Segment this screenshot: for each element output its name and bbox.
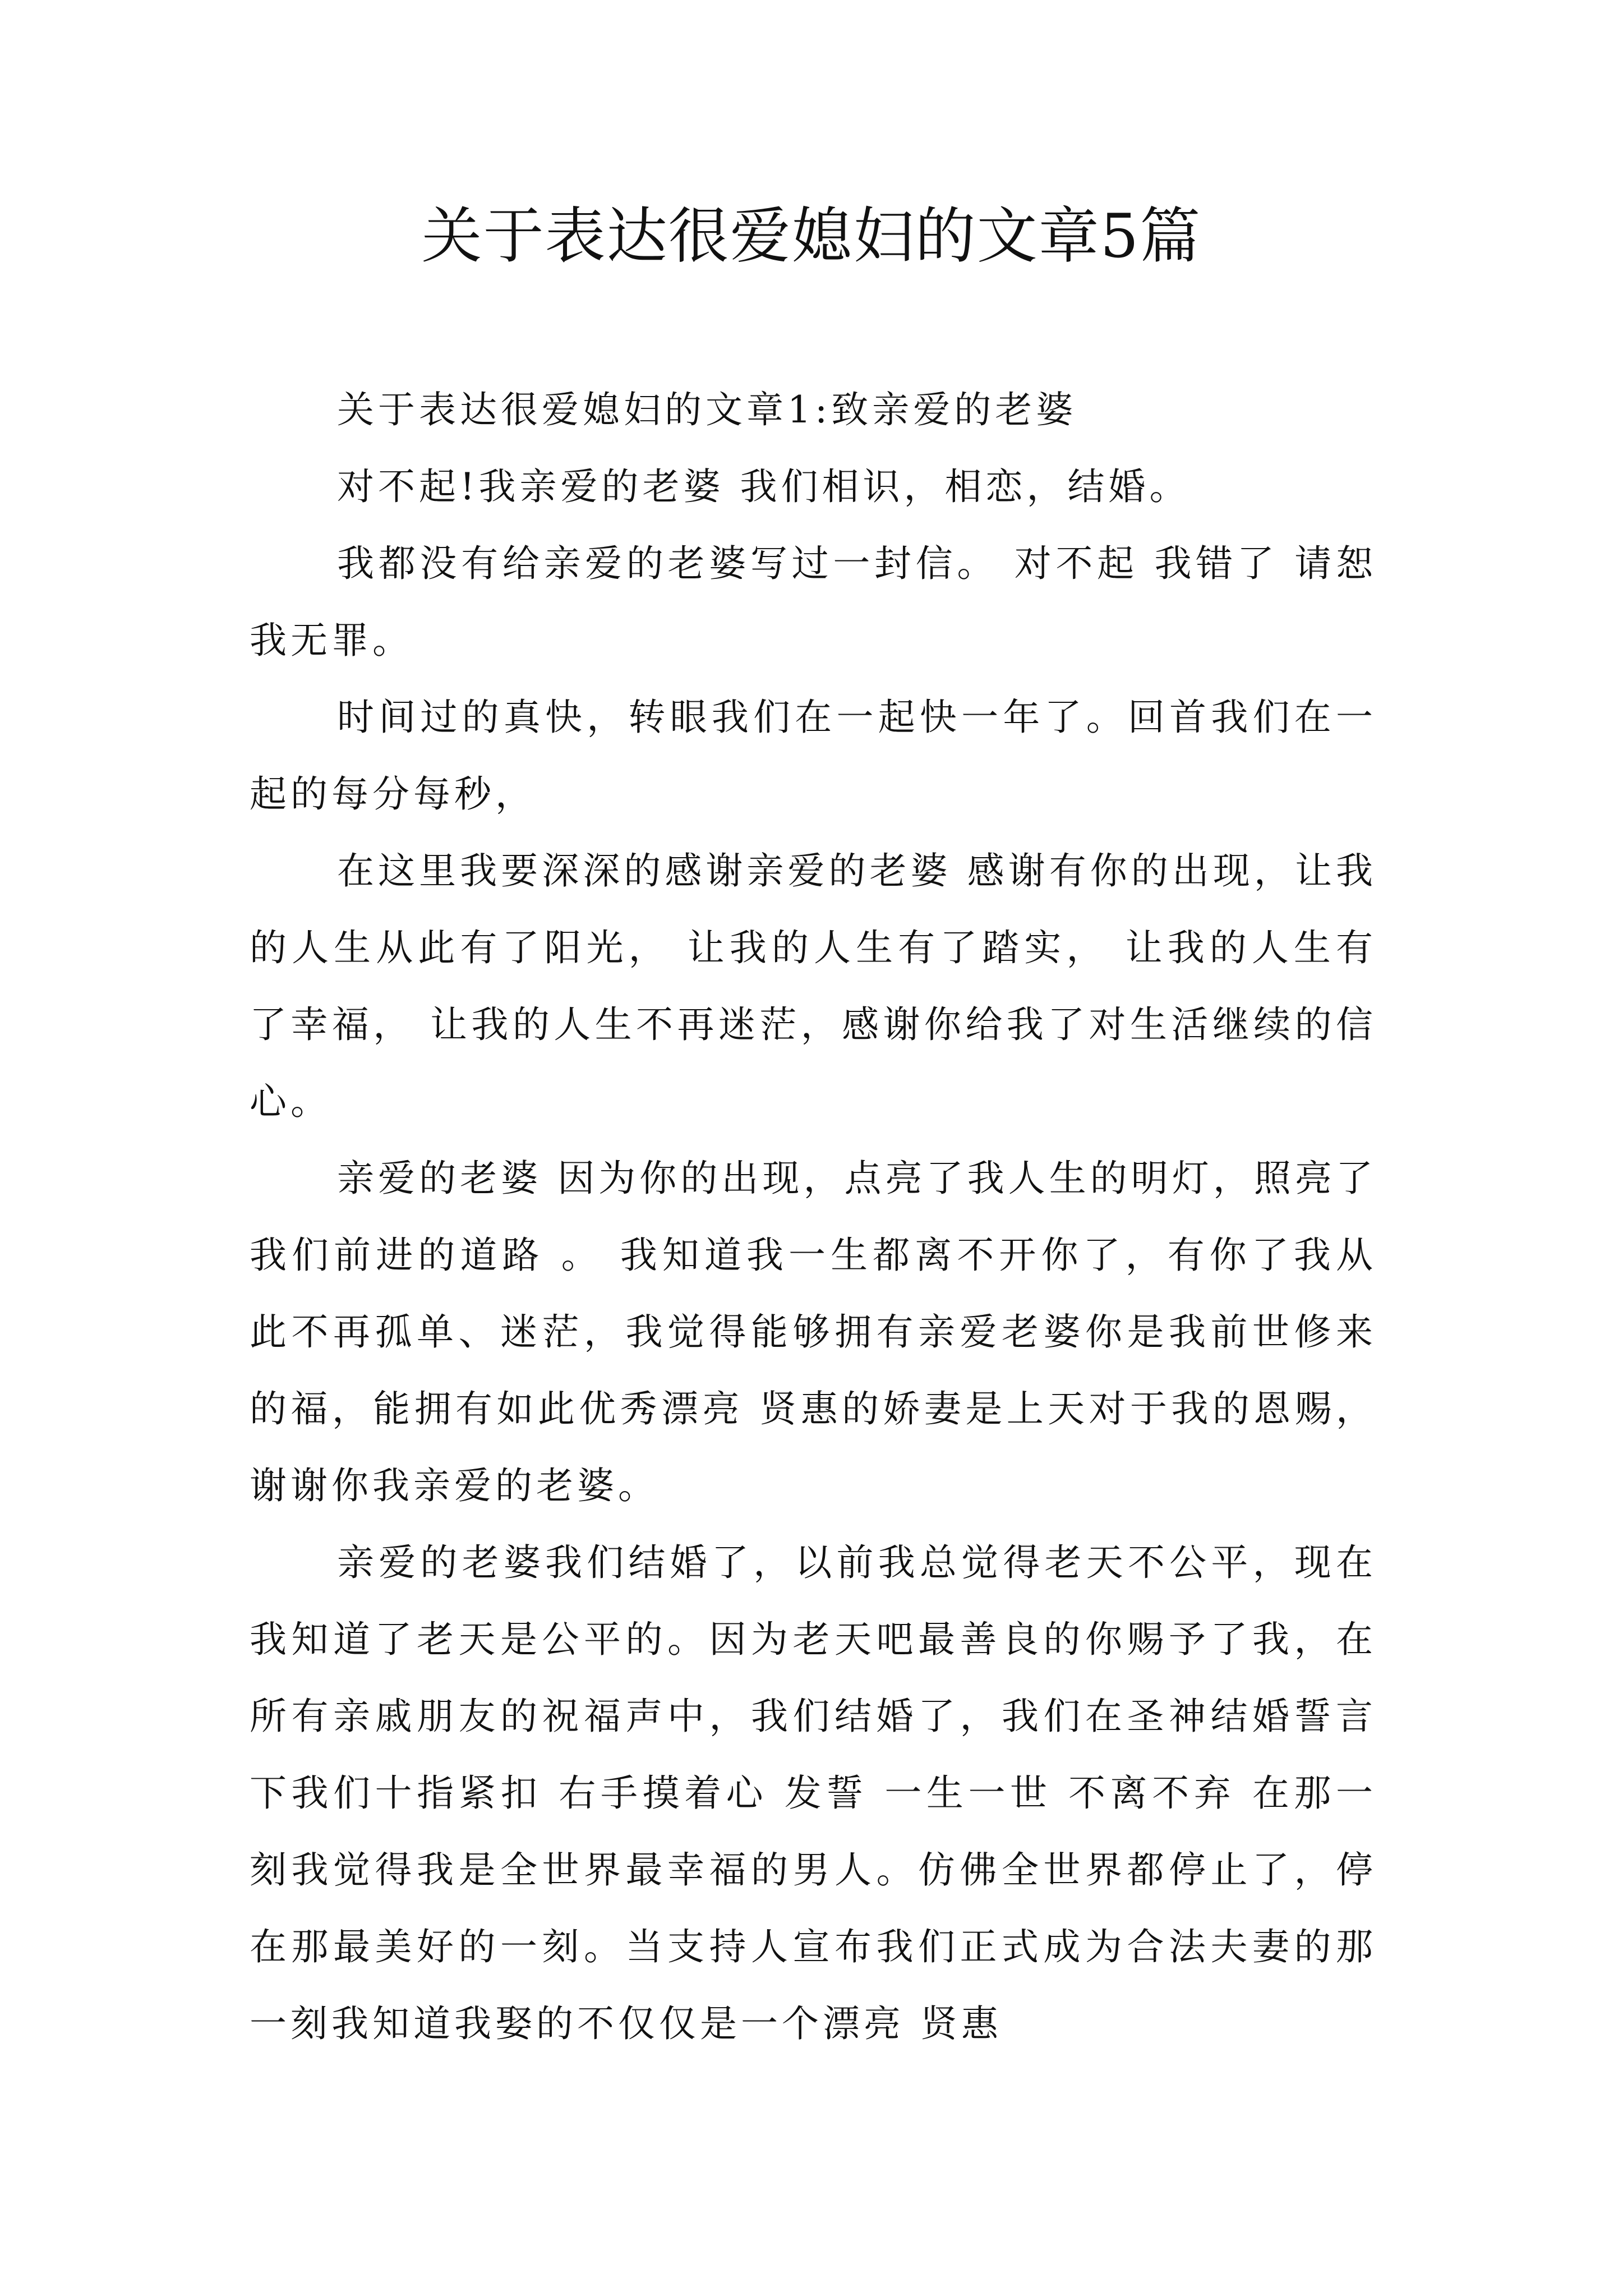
paragraph: 亲爱的老婆 因为你的出现，点亮了我人生的明灯，照亮了我们前进的道路 。 我知道我一生都离不开你了，有你了我从此不再孤单、迷茫，我觉得能够拥有亲爱老婆你是我前世修来的福，能拥有如此优秀漂亮 贤惠的娇妻是上天对于我的恩赐，谢谢你我亲爱的老婆。	[250, 1157, 1377, 1507]
paragraph: 时间过的真快，转眼我们在一起快一年了。回首我们在一起的每分每秒，	[250, 696, 1377, 816]
paragraph: 我都没有给亲爱的老婆写过一封信。 对不起 我错了 请恕我无罪。	[250, 542, 1377, 662]
document-body	[250, 371, 1377, 2062]
paragraph: 关于表达很爱媳妇的文章1:致亲爱的老婆	[337, 388, 1077, 431]
paragraph: 亲爱的老婆我们结婚了，以前我总觉得老天不公平，现在我知道了老天是公平的。因为老天吧最善良的你赐予了我，在所有亲戚朋友的祝福声中，我们结婚了，我们在圣神结婚誓言下我们十指紧扣 右手摸着心 发誓 一生一世 不离不弃 在那一刻我觉得我是全世界最幸福的男人。仿佛全世界都停止了，停在那最美好的一刻。当支持人宣布我们正式成为合法夫妻的那一刻我知道我娶的不仅仅是一个漂亮 贤惠	[250, 1541, 1377, 2045]
paragraph: 对不起!我亲爱的老婆 我们相识，相恋，结婚。	[337, 465, 1191, 508]
paragraph: 在这里我要深深的感谢亲爱的老婆 感谢有你的出现，让我的人生从此有了阳光， 让我的人生有了踏实， 让我的人生有了幸福， 让我的人生不再迷茫，感谢你给我了对生活继续的信心。	[250, 849, 1377, 1123]
document-title: 关于表达很爱媳妇的文章5篇	[421, 201, 1202, 272]
